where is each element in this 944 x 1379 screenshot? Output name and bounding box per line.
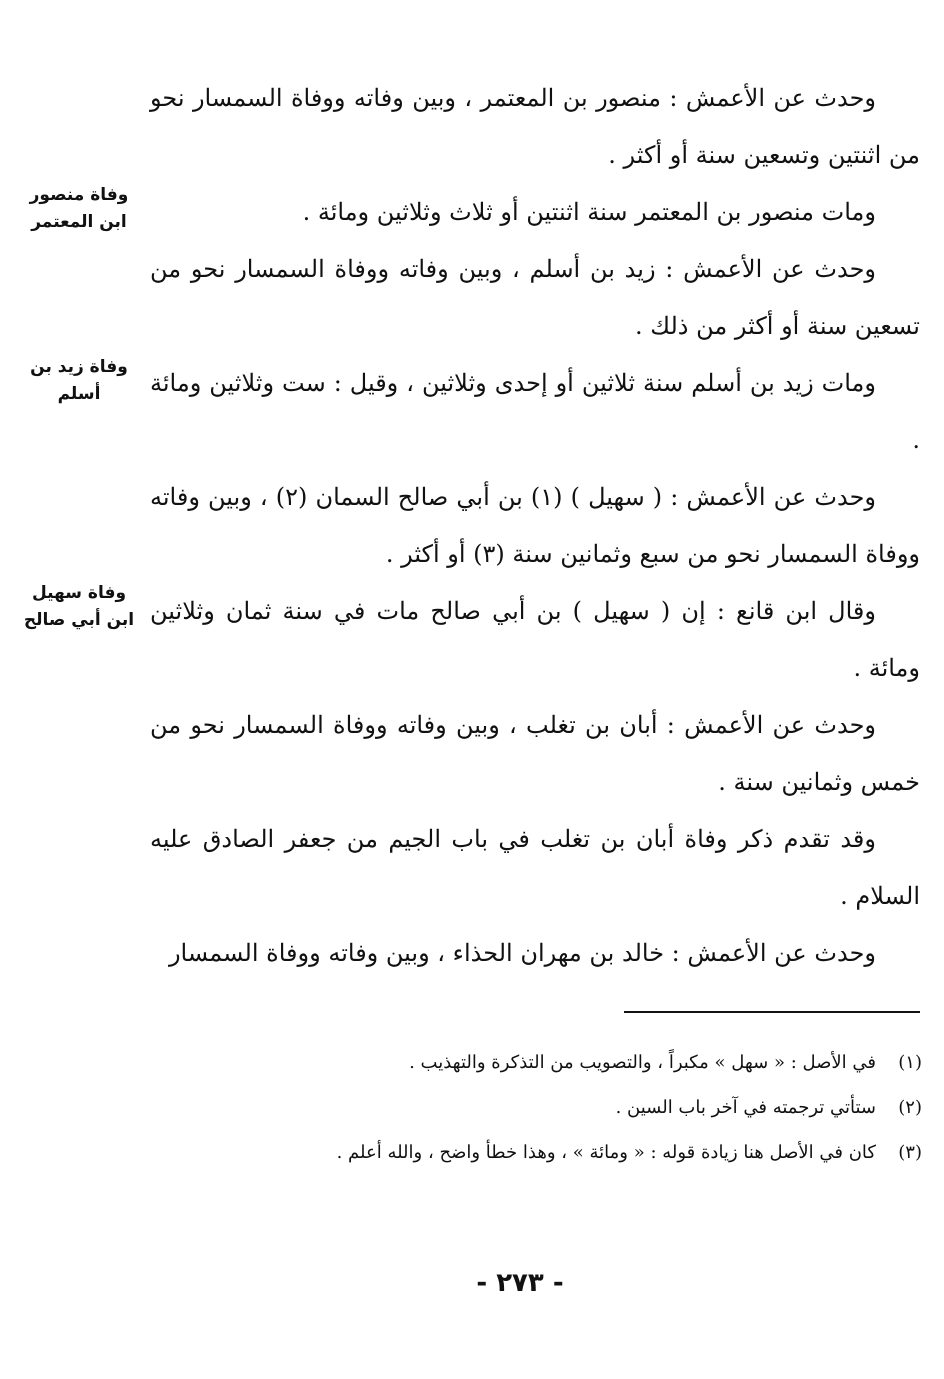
footnote-item [220, 1130, 922, 1175]
footnote-text: في الأصل : « سهل » مكبراً ، والتصويب من التذكرة والتهذيب . [409, 1052, 876, 1073]
footnote-text: ستأتي ترجمته في آخر باب السين . [615, 1097, 876, 1118]
paragraph: وحدث عن الأعمش : منصور بن المعتمر ، وبين وفاته ووفاة السمسار نحو من اثنتين وتسعين سنة أو أكثر . [150, 84, 920, 169]
paragraph: وحدث عن الأعمش : أبان بن تغلب ، وبين وفاته ووفاة السمسار نحو من خمس وثمانين سنة . [150, 711, 920, 796]
paragraph: وحدث عن الأعمش : خالد بن مهران الحذاء ، وبين وفاته ووفاة السمسار [168, 939, 876, 967]
main-text [150, 70, 920, 982]
footnote-number: (٢) [898, 1097, 922, 1118]
paragraph: وحدث عن الأعمش : ( سهيل ) (١) بن أبي صالح السمان (٢) ، وبين وفاته ووفاة السمسار نحو من سبع وثمانين سنة (٣) أو أكثر . [150, 483, 920, 568]
footnote-item [220, 1040, 922, 1085]
paragraph: وحدث عن الأعمش : زيد بن أسلم ، وبين وفاته ووفاة السمسار نحو من تسعين سنة أو أكثر من ذلك . [150, 255, 920, 340]
footnotes [220, 1040, 922, 1175]
footnote-number: (٣) [898, 1142, 922, 1163]
paragraph: وقال ابن قانع : إن ( سهيل ) بن أبي صالح مات في سنة ثمان وثلاثين ومائة . [150, 597, 920, 682]
footnote-number: (١) [898, 1052, 922, 1073]
paragraph: ومات منصور بن المعتمر سنة اثنتين أو ثلاث وثلاثين ومائة . [302, 198, 876, 226]
margin-heading-zayd: وفاة زيد بن أسلم [30, 357, 128, 404]
footnote-text: كان في الأصل هنا زيادة قوله : « ومائة » ، وهذا خطأ واضح ، والله أعلم . [336, 1142, 876, 1163]
margin-heading-suhayl: وفاة سهيل ابن أبي صالح [23, 583, 135, 630]
footnote-item [220, 1085, 922, 1130]
paragraph: ومات زيد بن أسلم سنة ثلاثين أو إحدى وثلاثين ، وقيل : ست وثلاثين ومائة . [150, 369, 920, 454]
margin-heading-mansur: وفاة منصور ابن المعتمر [29, 185, 129, 232]
paragraph: وقد تقدم ذكر وفاة أبان بن تغلب في باب الجيم من جعفر الصادق عليه السلام . [150, 825, 920, 910]
page-number: - ٢٧٣ - [476, 1268, 564, 1298]
footnote-divider [624, 1011, 920, 1013]
